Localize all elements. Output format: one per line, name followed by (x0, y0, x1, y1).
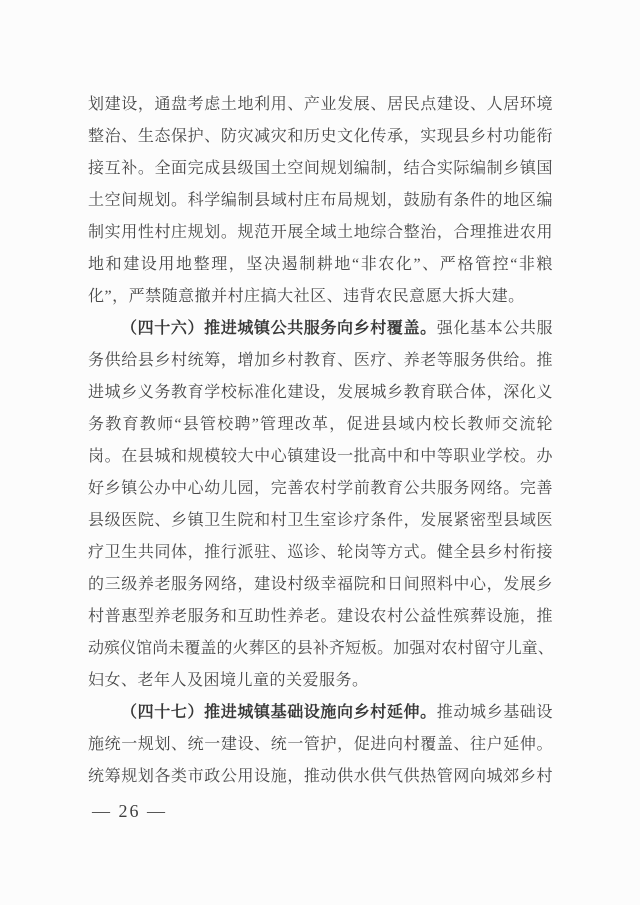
text-fragment: 县级医院、乡镇卫生院和村卫生室诊疗条件，发展紧密型县域医 (88, 512, 553, 529)
section-46-first-line (88, 313, 553, 345)
text-line (88, 633, 553, 665)
text-block (88, 89, 553, 793)
text-line (88, 377, 553, 409)
text-line (88, 249, 553, 281)
text-line (88, 601, 553, 633)
text-fragment: 推动城乡基础设 (436, 704, 553, 721)
section-47-first-line (88, 697, 553, 729)
text-fragment: 化”，严禁随意撤并村庄搞大社区、违背农民意愿大拆大建。 (88, 288, 525, 305)
text-fragment: 岗。在县城和规模较大中心镇建设一批高中和中等职业学校。办 (88, 448, 553, 465)
text-fragment: 制实用性村庄规划。规范开展全域土地综合整治，合理推进农用 (88, 224, 553, 241)
text-fragment: 动殡仪馆尚未覆盖的火葬区的县补齐短板。加强对农村留守儿童、 (88, 640, 553, 657)
text-line (88, 185, 553, 217)
section-46-heading: （四十六）推进城镇公共服务向乡村覆盖。 (121, 320, 437, 337)
text-fragment: 土空间规划。科学编制县域村庄布局规划，鼓励有条件的地区编 (88, 192, 553, 209)
text-line (88, 505, 553, 537)
paragraph-last-line (88, 665, 553, 697)
text-line (88, 153, 553, 185)
text-fragment: 划建设，通盘考虑土地利用、产业发展、居民点建设、人居环境 (88, 96, 553, 113)
text-line (88, 761, 553, 793)
text-line (88, 441, 553, 473)
text-fragment: 施统一规划、统一建设、统一管护，促进向村覆盖、往户延伸。 (88, 736, 553, 753)
text-line (88, 217, 553, 249)
text-line (88, 89, 553, 121)
text-line (88, 121, 553, 153)
text-fragment: 统筹规划各类市政公用设施，推动供水供气供热管网向城郊乡村 (88, 768, 553, 785)
text-fragment: 强化基本公共服 (436, 320, 553, 337)
text-fragment: 进城乡义务教育学校标准化建设，发展城乡教育联合体，深化义 (88, 384, 553, 401)
text-fragment: 务教育教师“县管校聘”管理改革，促进县域内校长教师交流轮 (88, 416, 553, 433)
text-fragment: 接互补。全面完成县级国土空间规划编制，结合实际编制乡镇国 (88, 160, 553, 177)
text-line (88, 409, 553, 441)
paragraph-last-line (88, 281, 553, 313)
text-line (88, 729, 553, 761)
text-line (88, 345, 553, 377)
text-line (88, 537, 553, 569)
text-fragment: 村普惠型养老服务和互助性养老。建设农村公益性殡葬设施，推 (88, 608, 553, 625)
text-line (88, 569, 553, 601)
text-fragment: 疗卫生共同体，推行派驻、巡诊、轮岗等方式。健全县乡村衔接 (88, 544, 553, 561)
text-fragment: 整治、生态保护、防灾减灾和历史文化传承，实现县乡村功能衔 (88, 128, 553, 145)
page-number-footer: — 26 — (92, 801, 167, 821)
text-fragment: 地和建设用地整理，坚决遏制耕地“非农化”、严格管控“非粮 (88, 256, 553, 273)
text-fragment: 好乡镇公办中心幼儿园，完善农村学前教育公共服务网络。完善 (88, 480, 553, 497)
text-fragment: 务供给县乡村统筹，增加乡村教育、医疗、养老等服务供给。推 (88, 352, 553, 369)
section-47-heading: （四十七）推进城镇基础设施向乡村延伸。 (121, 704, 437, 721)
text-fragment: 妇女、老年人及困境儿童的关爱服务。 (88, 672, 369, 689)
text-line (88, 473, 553, 505)
text-fragment: 的三级养老服务网络，建设村级幸福院和日间照料中心，发展乡 (88, 576, 553, 593)
